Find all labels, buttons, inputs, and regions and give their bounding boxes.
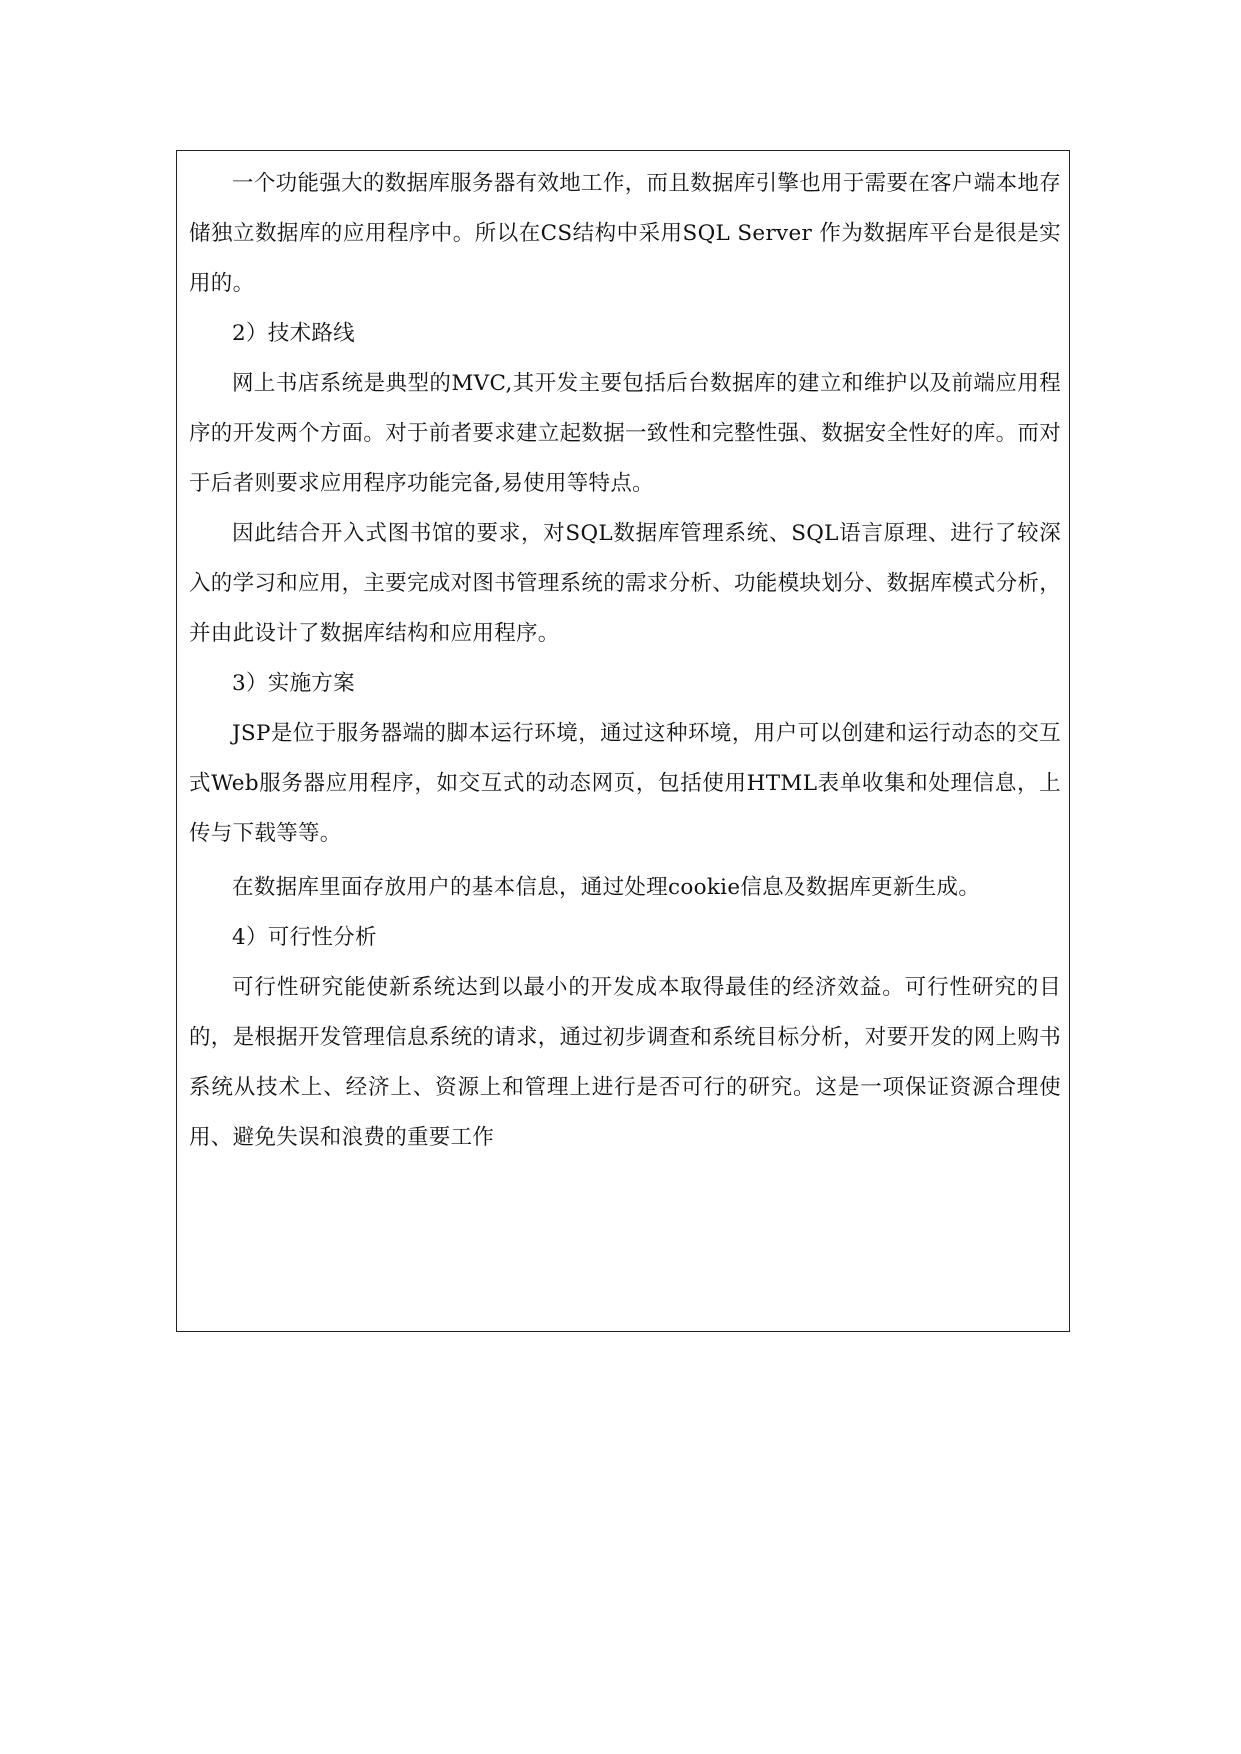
paragraph-library-requirements: 因此结合开入式图书馆的要求，对SQL数据库管理系统、SQL语言原理、进行了较深入的学习和应用，主要完成对图书管理系统的需求分析、功能模块划分、数据库模式分析，并由此设计了数据库结构和应用程序。 xyxy=(189,521,1062,646)
paragraph-feasibility-study: 可行性研究能使新系统达到以最小的开发成本取得最佳的经济效益。可行性研究的目的，是根据开发管理信息系统的请求，通过初步调查和系统目标分析，对要开发的网上购书系统从技术上、经济上、资源上和管理上进行是否可行的研究。这是一项保证资源合理使用、避免失误和浪费的重要工作 xyxy=(189,975,1062,1150)
heading-technical-route: 2）技术路线 xyxy=(232,321,355,346)
paragraph-jsp-environment: JSP是位于服务器端的脚本运行环境，通过这种环境，用户可以创建和运行动态的交互式Web服务器应用程序，如交互式的动态网页，包括使用HTML表单收集和处理信息，上传与下载等等。 xyxy=(189,721,1061,846)
text-body xyxy=(189,159,1061,1163)
content-table-cell xyxy=(176,150,1070,1332)
paragraph-cookie-storage: 在数据库里面存放用户的基本信息，通过处理cookie信息及数据库更新生成。 xyxy=(232,875,981,900)
heading-implementation-plan: 3）实施方案 xyxy=(232,671,355,696)
paragraph-mvc-overview: 网上书店系统是典型的MVC,其开发主要包括后台数据库的建立和维护以及前端应用程序的开发两个方面。对于前者要求建立起数据一致性和完整性强、数据安全性好的库。而对于后者则要求应用程序功能完备,易使用等特点。 xyxy=(189,371,1062,496)
paragraph-database-platform: 一个功能强大的数据库服务器有效地工作，而且数据库引擎也用于需要在客户端本地存储独立数据库的应用程序中。所以在CS结构中采用SQL Server 作为数据库平台是很是实用的。 xyxy=(189,171,1061,296)
heading-feasibility-analysis: 4）可行性分析 xyxy=(232,925,377,950)
